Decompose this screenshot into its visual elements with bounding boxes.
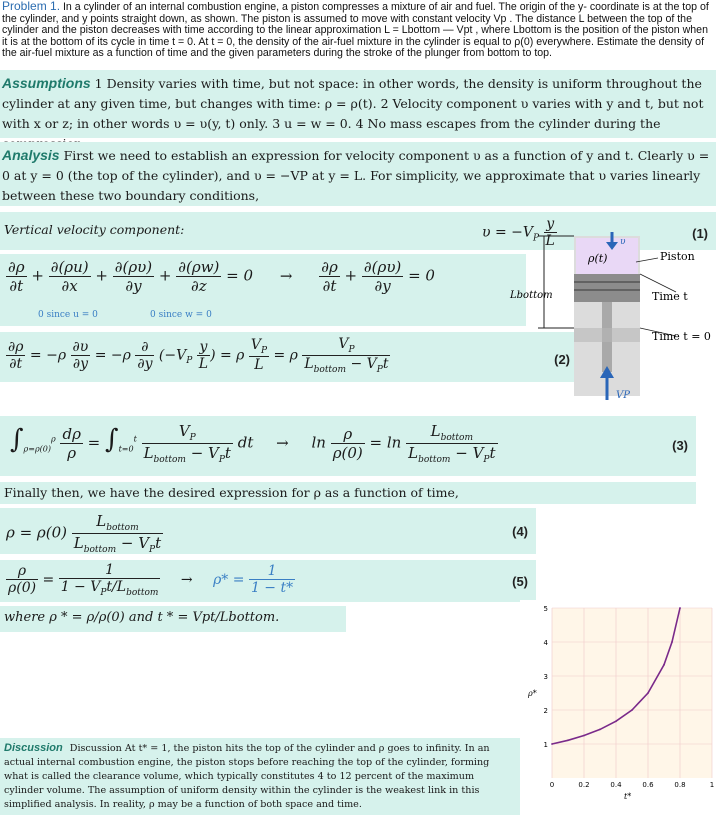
term-dt-2: ∂t bbox=[322, 277, 337, 295]
term-drhov-2: ∂(ρυ) bbox=[363, 258, 402, 276]
piston-figure bbox=[510, 232, 716, 402]
note-u-zero: 0 since u = 0 bbox=[38, 310, 98, 320]
chart-point bbox=[671, 641, 673, 643]
eq4-number: (4) bbox=[512, 524, 528, 539]
eq5-expression: $\frac{\rho}{\rho(0)}$ = $\frac{1}{1 - V_Pt/L_{bottom}}$ → ρ* = $\frac{1}{1 - t*}$ bbox=[8, 562, 294, 598]
discussion-text: Discussion At t* = 1, the piston hits the top of the cylinder and ρ goes to infinity. In an actual internal combustion engine, the piston stops before reaching the top of the cylinder, forming what is called the clearance volume, which typically constitutes 4 to 12 percent of the maximum cylinder volume. The assumption of uniform density within the cylinder is the weakest link in this simplified analysis. In reality, ρ may be a function of both space and time. bbox=[4, 743, 490, 810]
rho-t-label: ρ(t) bbox=[588, 252, 608, 265]
problem-statement bbox=[0, 0, 716, 60]
chart-x-tick-label: 0.8 bbox=[674, 781, 686, 789]
chart-point bbox=[583, 735, 585, 737]
chart-x-tick-label: 0.6 bbox=[642, 781, 654, 789]
discussion-section bbox=[0, 738, 520, 815]
continuity-equation: $\frac{\partial\rho}{\partial t}$ + $\frac{\partial(\rho u)}{\partial x}$ + $\frac{\partial(\rho\upsilon)}{\partial y}$ + $\frac{\partial(\rho w)}{\partial z}$ = 0 → $\frac{\partial\rho}{\partial t}$ + $\frac{\partial(\rho\upsilon)}{\partial y}$ = 0 bbox=[8, 258, 435, 295]
piston-label: Piston bbox=[660, 250, 695, 263]
eq1-label: Vertical velocity component: bbox=[4, 222, 185, 237]
chart-x-tick-label: 0 bbox=[549, 781, 555, 789]
eq1-sub: P bbox=[532, 233, 540, 244]
equation-2-band bbox=[0, 332, 578, 382]
equation-3-band bbox=[0, 416, 696, 476]
piston-head bbox=[574, 274, 640, 302]
equation-5-band bbox=[0, 560, 536, 602]
where-band bbox=[0, 606, 346, 632]
chart-y-tick-label: 4 bbox=[543, 639, 548, 647]
discussion-heading: Discussion bbox=[4, 742, 63, 754]
eq1-den: L bbox=[545, 233, 555, 249]
eq3-number: (3) bbox=[672, 438, 688, 453]
analysis-text: First we need to establish an expression for velocity component υ as a function of y and t. Clearly υ = 0 at y = 0 (the top of the cylinder), and υ = −VP at y = L. For simplicity, we approximate that υ varies linearly between these two boundary conditions, bbox=[2, 148, 710, 203]
term-dz: ∂z bbox=[190, 277, 207, 295]
term-drhou: ∂(ρu) bbox=[50, 258, 89, 276]
chart-point bbox=[567, 739, 569, 741]
problem-text: In a cylinder of an internal combustion engine, a piston compresses a mixture of air and fuel. The origin of the y- coordinate is at the top of the cylinder, and y points straight down, as shown. The piston is assumed to move with constant velocity Vp . The distance L between the top of the cylinder and the piston decreases with time according to the linear approximation L = Lbottom — Vpt , where Lbottom is the position of the piston when it is at the bottom of its cycle in time t = 0. At t = 0, the density of the air-fuel mixture in the cylinder is equal to ρ(0) everywhere. Estimate the density of the air-fuel mixture as a function of time and the given parameters during the stroke of the plunger from bottom to top. bbox=[2, 1, 709, 60]
chart-plot-area bbox=[552, 608, 712, 778]
chart-y-tick-label: 1 bbox=[543, 741, 548, 749]
cont-eq-zero: = 0 bbox=[226, 266, 254, 285]
eq5-number: (5) bbox=[512, 574, 528, 589]
term-drho-2: ∂ρ bbox=[321, 258, 338, 276]
chart-point bbox=[551, 743, 553, 745]
chart-x-tick-label: 0.4 bbox=[610, 781, 622, 789]
chart-y-tick-label: 3 bbox=[543, 673, 548, 681]
term-dt: ∂t bbox=[9, 277, 24, 295]
chart-point bbox=[615, 720, 617, 722]
chart-point bbox=[679, 607, 681, 609]
chart-y-tick-label: 2 bbox=[543, 707, 548, 715]
cont-eq-zero-2: = 0 bbox=[408, 266, 435, 285]
chart-xlabel: t* bbox=[624, 792, 632, 801]
chart-x-tick-label: 0.2 bbox=[578, 781, 590, 789]
term-dy: ∂y bbox=[125, 277, 142, 295]
chart-point bbox=[599, 728, 601, 730]
chart-point bbox=[631, 709, 633, 711]
analysis-section bbox=[0, 142, 716, 206]
finally-text: Finally then, we have the desired expression for ρ as a function of time, bbox=[4, 485, 459, 500]
term-dy-2: ∂y bbox=[374, 277, 391, 295]
term-drhov: ∂(ρυ) bbox=[114, 258, 153, 276]
where-text: where ρ * = ρ/ρ(0) and t * = Vpt/Lbottom. bbox=[4, 610, 280, 625]
density-chart bbox=[520, 600, 716, 800]
time-0-label: Time t = 0 bbox=[652, 330, 711, 343]
assumptions-heading: Assumptions bbox=[2, 75, 91, 91]
eq3-expression: $\int_{\rho=\rho(0)}^\rho$ $\frac{d\rho}{\rho}$ = $\int_{t=0}^t$ $\frac{V_P}{L_{bottom} - V_Pt}$ dt → ln $\frac{\rho}{\rho(0)}$ = ln $\frac{L_{bottom}}{L_{bottom} - V_Pt}$ bbox=[10, 422, 496, 465]
term-drho: ∂ρ bbox=[8, 258, 25, 276]
eq1-num: y bbox=[544, 216, 557, 233]
equation-4-band bbox=[0, 508, 536, 554]
time-t-label: Time t bbox=[652, 290, 688, 303]
v-label: υ bbox=[620, 237, 626, 247]
chart-x-tick-label: 1 bbox=[709, 781, 715, 789]
eq2-expression: $\frac{\partial\rho}{\partial t}$ = −ρ $\frac{\partial\upsilon}{\partial y}$ = −ρ $\frac{\partial}{\partial y}$ ($-V_P$ $\frac{y}{L}$ ) = ρ $\frac{V_P}{L}$ = ρ $\frac{V_P}{L_{bottom} - V_Pt}$ bbox=[8, 336, 389, 375]
vp-label: VP bbox=[616, 390, 630, 401]
assumptions-section bbox=[0, 70, 716, 138]
eq4-expression: ρ = ρ(0) $\frac{L_{bottom}}{L_{bottom} - V_Pt}$ bbox=[6, 512, 162, 555]
eq1-number: (1) bbox=[692, 226, 708, 241]
continuity-band bbox=[0, 254, 526, 326]
chart-point bbox=[647, 692, 649, 694]
problem-title: Problem 1. bbox=[2, 0, 61, 13]
lbottom-label: Lbottom bbox=[510, 290, 553, 301]
assumptions-text: 1 Density varies with time, but not space: in other words, the density is uniform throughout the cylinder at any given time, but changes with time: ρ = ρ(t). 2 Velocity component υ varies with y and t, but not with x or z; in other words υ = υ(y, t) only. 3 u = w = 0. 4 No mass escapes from the cylinder during the bbox=[2, 76, 704, 131]
eq1-lhs: υ = −V bbox=[482, 224, 533, 241]
term-drhow: ∂(ρw) bbox=[178, 258, 220, 276]
term-dx: ∂x bbox=[61, 277, 78, 295]
cont-arrow: → bbox=[279, 266, 293, 285]
eq2-number: (2) bbox=[554, 352, 570, 367]
note-w-zero: 0 since w = 0 bbox=[150, 310, 212, 320]
chart-point bbox=[663, 664, 665, 666]
chart-ylabel: ρ* bbox=[528, 689, 537, 698]
finally-band bbox=[0, 482, 696, 504]
analysis-heading: Analysis bbox=[2, 147, 60, 163]
chart-y-tick-label: 5 bbox=[543, 605, 548, 613]
